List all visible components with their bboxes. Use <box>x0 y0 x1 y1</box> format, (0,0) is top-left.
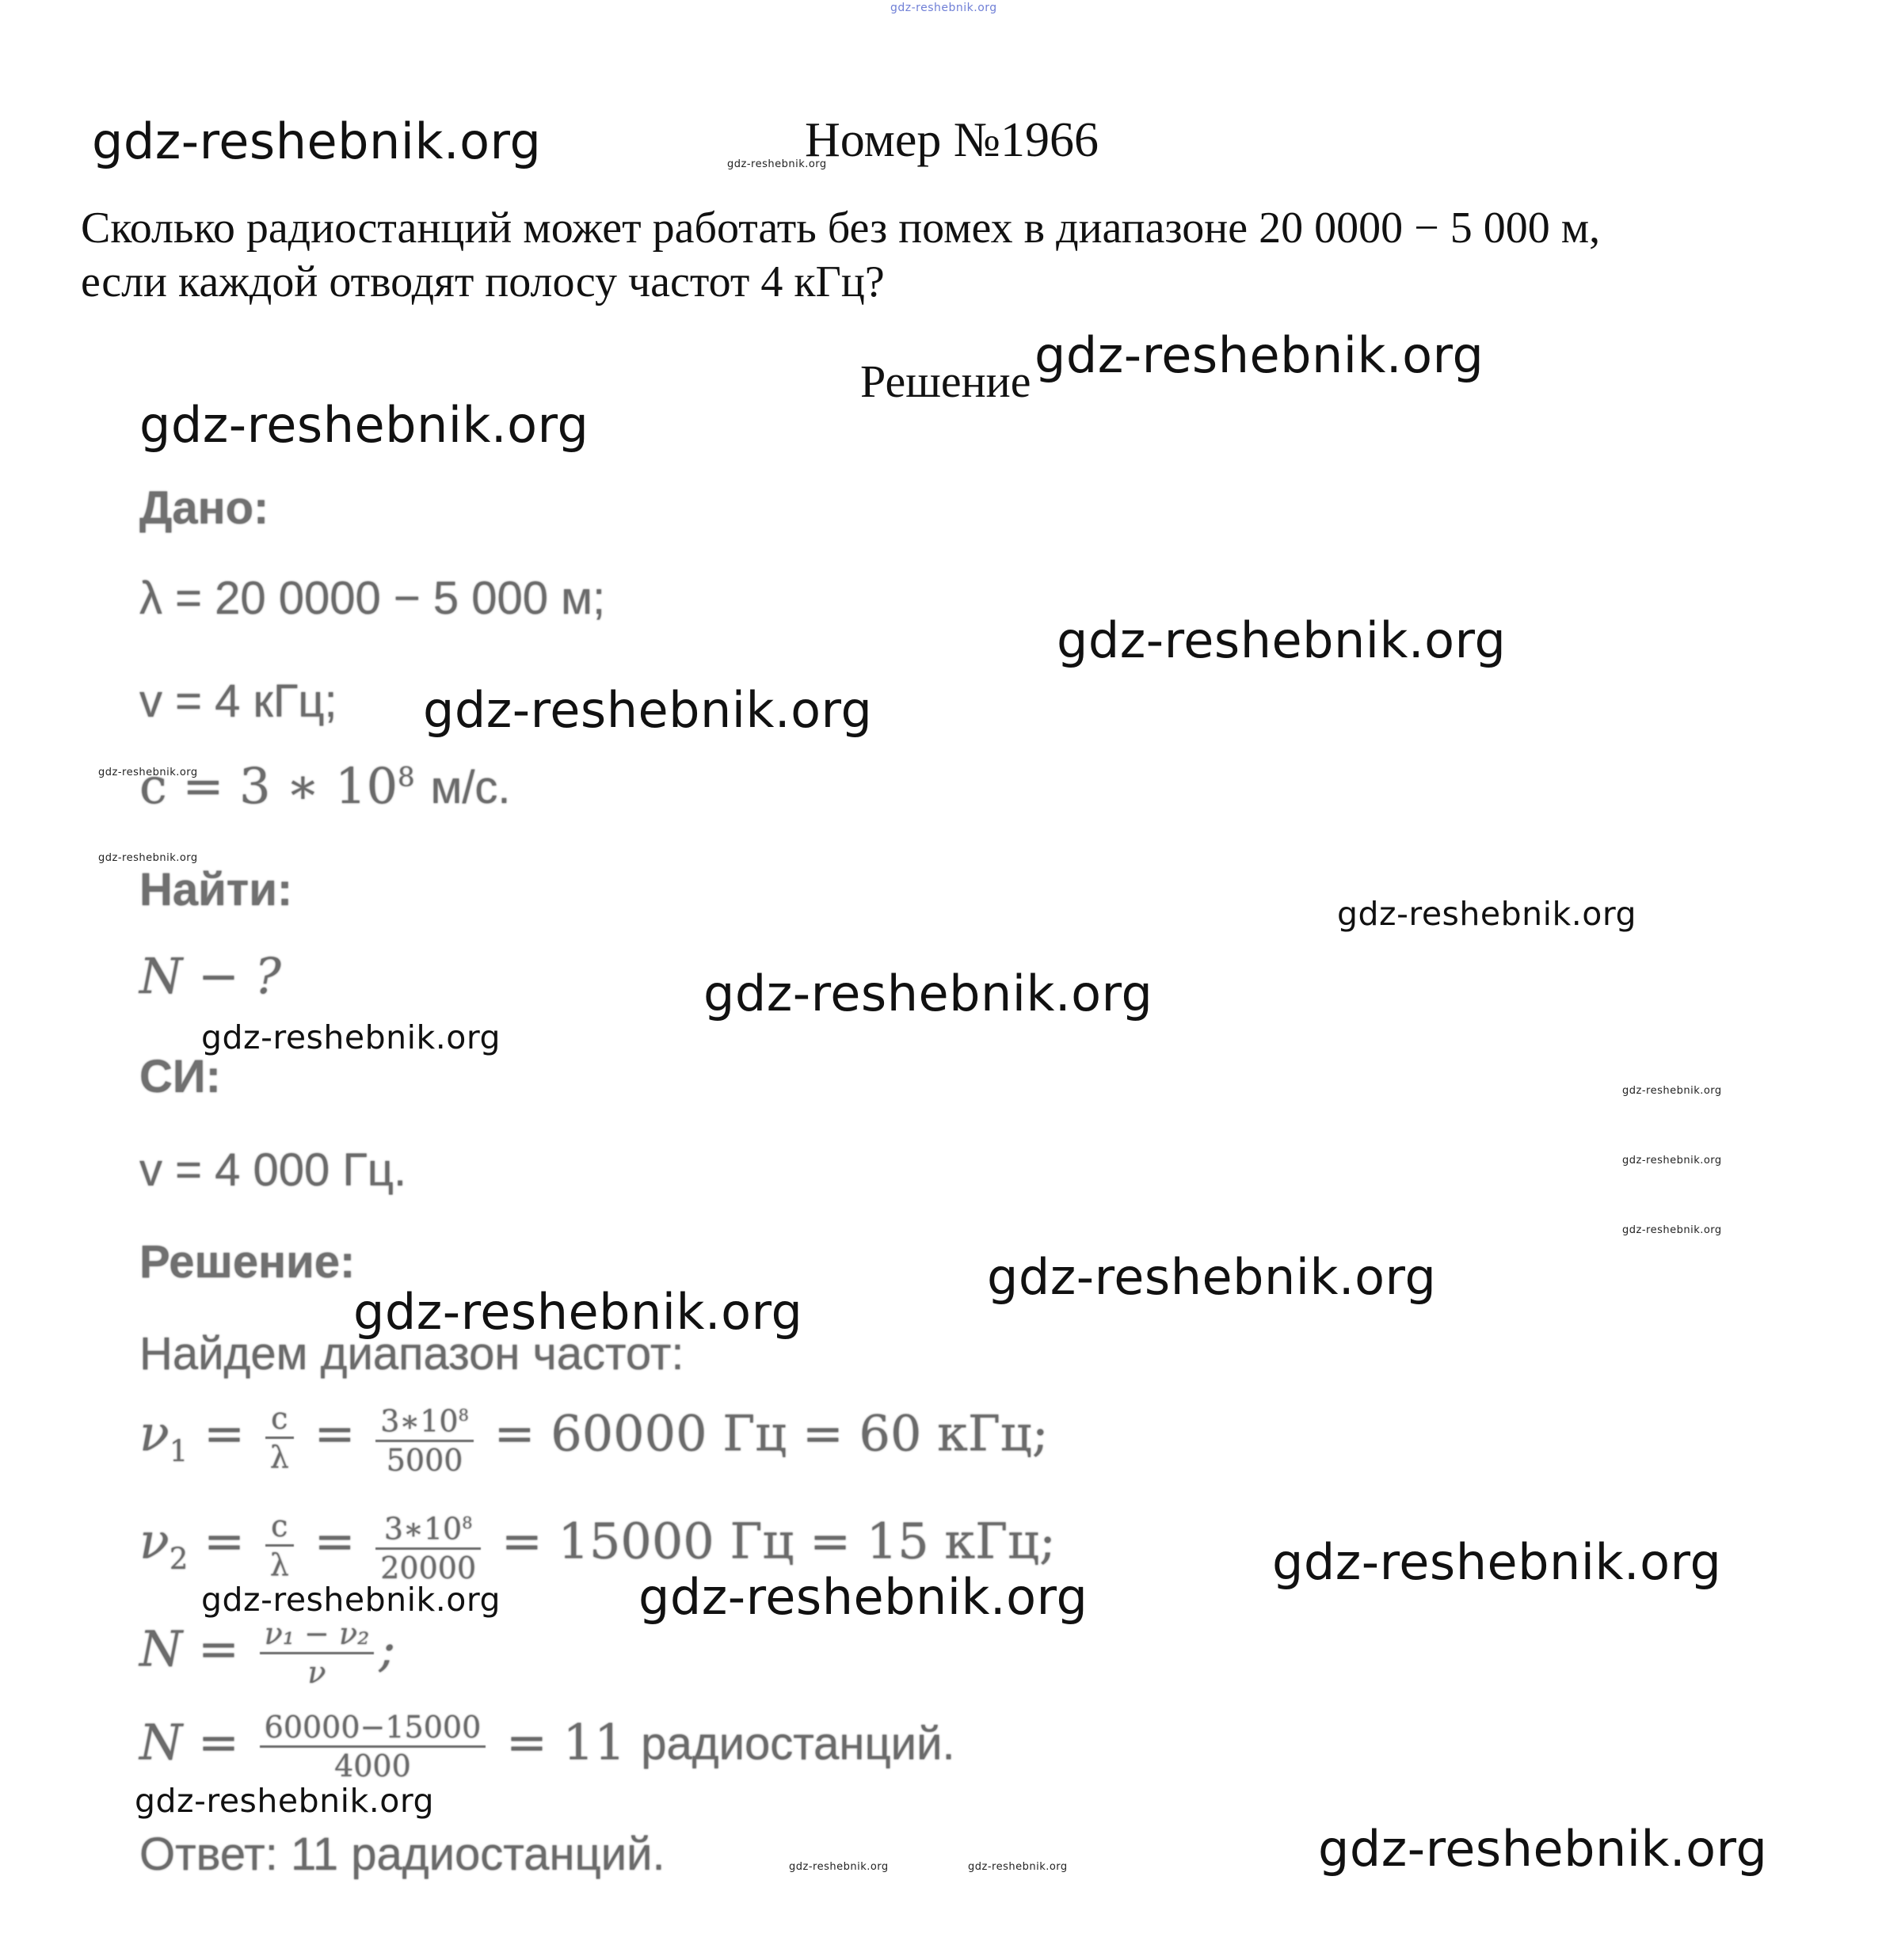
find-value: N − ? <box>139 947 281 1005</box>
watermark-given-nu: gdz-reshebnik.org <box>423 681 873 739</box>
find-label: Найти: <box>139 864 293 915</box>
given-c-eq: = <box>182 757 224 815</box>
nu2-frac-value <box>375 1505 481 1586</box>
nu1-num-exp: 8 <box>458 1406 469 1425</box>
watermark-header-left: gdz-reshebnik.org <box>92 112 542 170</box>
n-formula-tail: ; <box>379 1619 396 1678</box>
question-text <box>81 201 1863 309</box>
watermark-small-right-3: gdz-reshebnik.org <box>1622 1224 1722 1236</box>
watermark-small-bottom-2: gdz-reshebnik.org <box>968 1861 1068 1873</box>
page-title: Номер №1966 <box>805 113 1099 167</box>
watermark-right-1: gdz-reshebnik.org <box>1057 611 1507 669</box>
watermark-right-4: gdz-reshebnik.org <box>1272 1533 1722 1591</box>
nu2-frac-c <box>265 1508 294 1583</box>
n-formula-lhs: N = <box>139 1619 239 1678</box>
nu2-eq-2: = <box>314 1512 356 1570</box>
given-c-lhs: c <box>139 757 167 815</box>
si-value: v = 4 000 Гц. <box>139 1144 407 1196</box>
watermark-small-right-2: gdz-reshebnik.org <box>1622 1155 1722 1166</box>
n-calc-frac <box>260 1709 486 1784</box>
si-label: СИ: <box>139 1051 221 1102</box>
solution-label: Решение: <box>139 1236 356 1288</box>
nu2-den: 20000 <box>380 1550 477 1585</box>
watermark-top: gdz-reshebnik.org <box>890 2 997 14</box>
nu1-den: 5000 <box>386 1442 463 1478</box>
given-c-exp: 8 <box>398 761 415 794</box>
formula-nu1 <box>139 1397 1049 1479</box>
watermark-center-2: gdz-reshebnik.org <box>638 1568 1088 1626</box>
nu1-eq-2: = <box>314 1404 356 1463</box>
nu2-frac-c-den: λ <box>269 1547 289 1582</box>
given-nu: v = 4 кГц; <box>139 676 337 727</box>
solution-intro: Найдем диапазон частот: <box>139 1328 684 1380</box>
watermark-small-right-1: gdz-reshebnik.org <box>1622 1085 1722 1097</box>
nu1-result: = 60000 Гц = 60 кГц; <box>493 1404 1049 1463</box>
watermark-small-bottom-1: gdz-reshebnik.org <box>789 1861 889 1873</box>
formula-n <box>139 1616 395 1691</box>
watermark-left-4: gdz-reshebnik.org <box>135 1782 435 1820</box>
n-calc-lhs: N = <box>139 1713 239 1772</box>
given-c-base: 3 ∗ 10 <box>239 757 398 815</box>
watermark-si: gdz-reshebnik.org <box>201 1018 501 1056</box>
n-calc-num: 60000−15000 <box>260 1709 486 1748</box>
nu2-result: = 15000 Гц = 15 кГц; <box>501 1512 1056 1570</box>
nu1-num-base: 3∗10 <box>380 1403 459 1439</box>
watermark-center-1: gdz-reshebnik.org <box>703 965 1153 1022</box>
given-c <box>139 757 511 815</box>
watermark-right-3: gdz-reshebnik.org <box>987 1248 1437 1306</box>
question-line-2: если каждой отводят полосу частот 4 кГц? <box>81 257 885 306</box>
nu2-num-exp: 8 <box>462 1513 473 1532</box>
n-formula-frac <box>260 1616 375 1691</box>
given-lambda: λ = 20 0000 − 5 000 м; <box>139 573 606 624</box>
watermark-solution-intro: gdz-reshebnik.org <box>353 1283 803 1341</box>
nu2-lhs: ν <box>139 1512 170 1570</box>
nu2-eq: = <box>204 1512 246 1570</box>
nu1-sub: 1 <box>169 1433 189 1468</box>
watermark-header-small: gdz-reshebnik.org <box>727 158 827 170</box>
watermark-left-3: gdz-reshebnik.org <box>201 1581 501 1619</box>
watermark-given-top: gdz-reshebnik.org <box>139 396 589 454</box>
n-calc-unit: радиостанций. <box>641 1718 955 1770</box>
watermark-right-2: gdz-reshebnik.org <box>1337 895 1637 933</box>
watermark-small-left-1: gdz-reshebnik.org <box>98 767 198 778</box>
answer-text: Ответ: 11 радиостанций. <box>139 1829 665 1880</box>
n-calc-den: 4000 <box>334 1749 411 1783</box>
given-label: Дано: <box>139 482 269 534</box>
nu1-eq: = <box>204 1404 246 1463</box>
nu1-lhs: ν <box>139 1404 170 1463</box>
formula-n-calc <box>139 1709 955 1784</box>
n-calc-result: = 11 <box>505 1713 626 1772</box>
watermark-right-5: gdz-reshebnik.org <box>1318 1820 1768 1878</box>
nu1-frac-value <box>375 1397 474 1479</box>
watermark-small-left-2: gdz-reshebnik.org <box>98 852 198 864</box>
solution-heading: Решение <box>860 356 1031 407</box>
given-c-unit: м/с. <box>430 762 511 813</box>
nu1-frac-c-den: λ <box>269 1439 289 1475</box>
nu1-frac-c <box>265 1400 294 1475</box>
nu2-frac-c-num: c <box>265 1508 294 1547</box>
n-formula-num: ν₁ − ν₂ <box>260 1616 375 1654</box>
question-line-1: Сколько радиостанций может работать без помех в диапазоне 20 0000 − 5 000 м, <box>81 204 1601 253</box>
n-formula-den: ν <box>307 1655 326 1690</box>
nu1-frac-c-num: c <box>265 1400 294 1439</box>
nu2-sub: 2 <box>169 1540 189 1576</box>
nu2-num-base: 3∗10 <box>383 1511 463 1547</box>
watermark-solution-heading: gdz-reshebnik.org <box>1034 326 1484 384</box>
